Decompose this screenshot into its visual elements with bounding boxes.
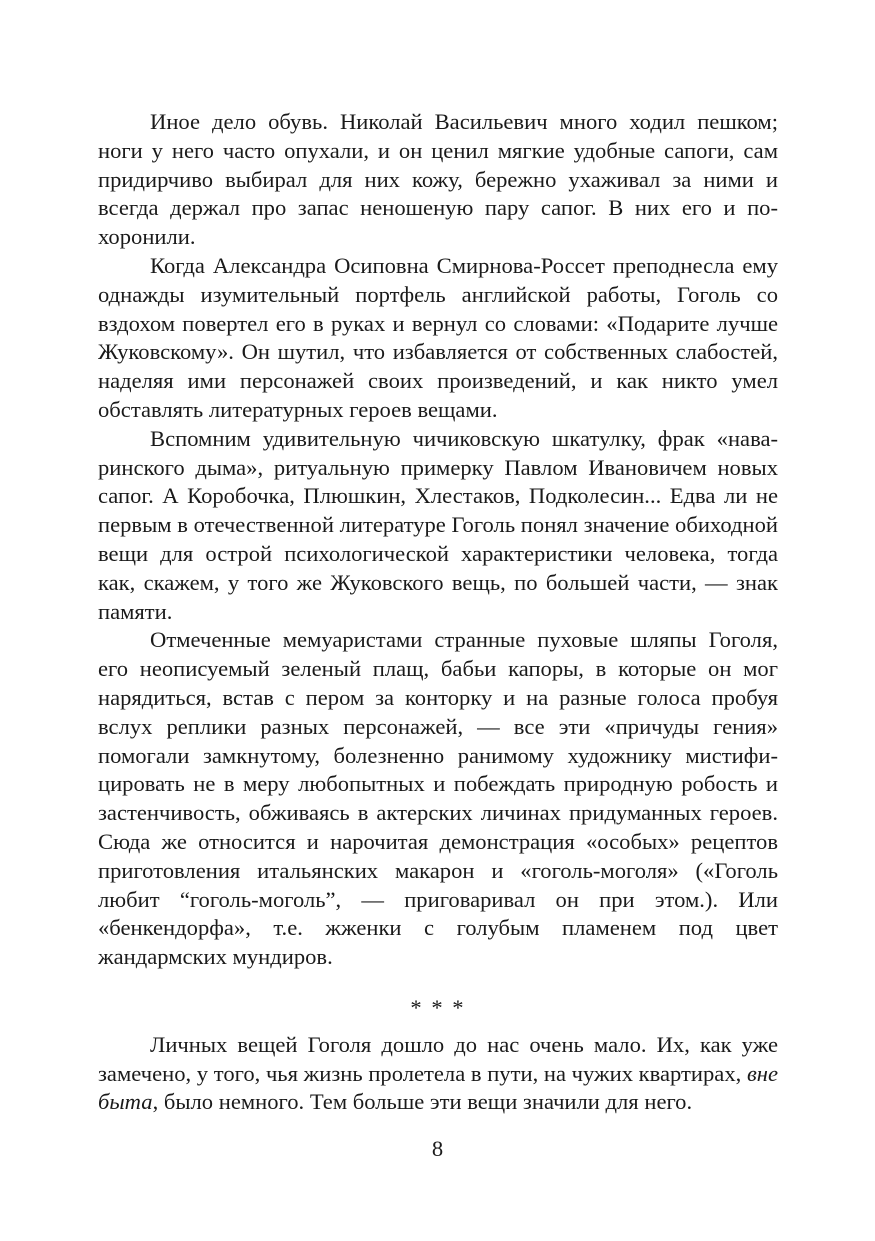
paragraph-hats: Отмеченные мемуаристами странные пуховые шляпы Гоголя, его неописуемый зеленый плащ, бабьи капоры, в которые он мог нарядиться, встав с пером за конторку и на разные голоса пробуя вслух реплики разных персонажей, — все эти «причуды гения» помогали замкнутому, болезненно ранимому художнику мистифицировать не в меру любопытных и побеждать природную робость и застенчивость, обживаясь в актерских личинах придуманных героев. Сюда же относится и нарочитая демонстрация «особых» рецептов приготовления итальянских макарон и «гоголь-моголя» («Гоголь любит “гоголь-моголь”, — приговаривал он при этом.). Или «бенкендорфа», т.е. жженки с голубым пламенем под цвет жандармских мундиров. <box>98 627 778 970</box>
paragraph-personal-items <box>98 1031 778 1117</box>
last-paragraph-part2: , было немного. Тем больше эти вещи значили для него. <box>152 1089 693 1115</box>
paragraph-chichikov: Вспомним удивительную чичиковскую шкатулку, фрак «наваринского дыма», ритуальную примерку Павлом Ивановичем новых сапог. А Коробочка, Плюшкин, Хлестаков, Подколесин... Едва ли не первым в отечественной литературе Гоголь понял значение обиходной вещи для острой психологической характеристики человека, тогда как, скажем, у того же Жуковского вещь, по большей части, — знак памяти. <box>98 425 778 624</box>
page-number: 8 <box>431 1136 444 1161</box>
page-body <box>98 108 778 1117</box>
paragraph-portfolio: Когда Александра Осиповна Смирнова-Россет преподнесла ему однажды изумительный портфель английской работы, Гоголь со вздохом повертел его в руках и вернул со словами: «Подарите лучше Жуковскому». Он шутил, что избавляется от собственных слабостей, наделяя ими персонажей своих произведений, и как никто умел обставлять литературных героев вещами. <box>98 252 778 422</box>
last-paragraph-italic: вне быта <box>98 1060 778 1115</box>
section-separator: * * * <box>410 994 466 1020</box>
last-paragraph-part1: Личных вещей Гоголя дошло до нас очень мало. Их, как уже замечено, у того, чья жизнь пролетела в пути, на чужих квартирах, <box>98 1031 778 1086</box>
paragraph-footwear: Иное дело обувь. Николай Васильевич много ходил пешком; ноги у него часто опухали, и он ценил мягкие удобные сапоги, сам придирчиво выбирал для них кожу, бережно ухаживал за ними и всегда держал про запас неношеную пару сапог. В них его и похоронили. <box>98 109 778 250</box>
